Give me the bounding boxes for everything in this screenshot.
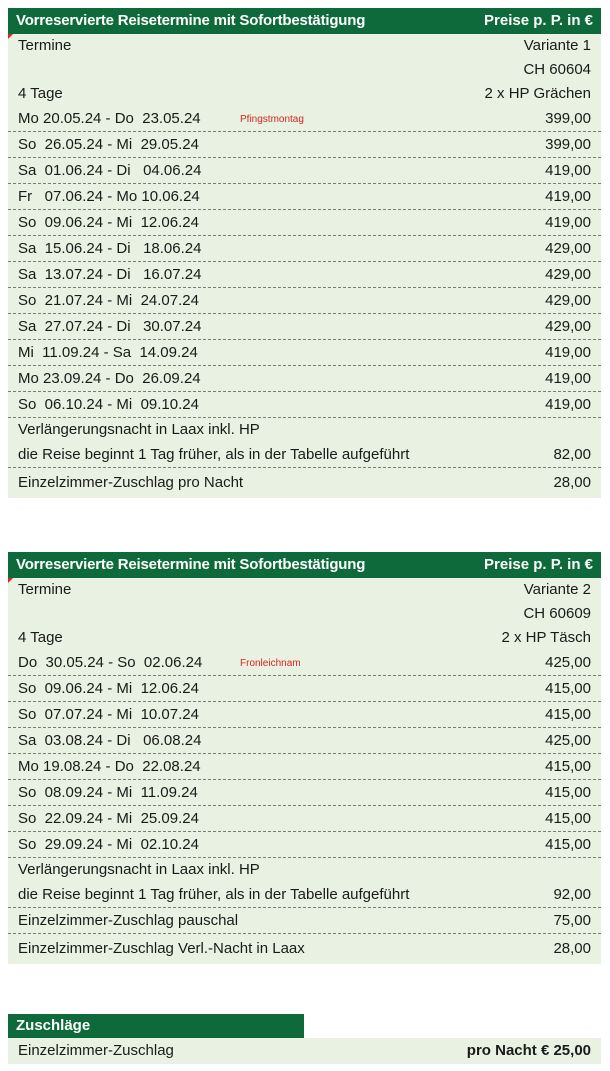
zuschlaege-title: Zuschläge (8, 1014, 304, 1038)
variant-label: Variante 2 (523, 581, 591, 598)
termine-label: Termine (18, 581, 72, 598)
code-row (8, 602, 601, 626)
code-row (8, 58, 601, 82)
termine-label: Termine (18, 37, 72, 54)
table-row (8, 702, 601, 728)
table-row (8, 392, 601, 418)
extension-label: Verlängerungsnacht in Laax inkl. HP (18, 421, 260, 438)
table-row (8, 650, 601, 676)
price: 429,00 (545, 292, 591, 309)
extension-note: die Reise beginnt 1 Tag früher, als in der Tabelle aufgeführt (18, 886, 410, 903)
price: 419,00 (545, 214, 591, 231)
table-header (8, 8, 601, 34)
variant-code: CH 60609 (523, 605, 591, 622)
table-row (8, 754, 601, 780)
date-range: So 29.09.24 - Mi 02.10.24 (18, 836, 199, 853)
date-range: Sa 01.06.24 - Di 04.06.24 (18, 162, 202, 179)
price: 399,00 (545, 110, 591, 127)
price: 419,00 (545, 396, 591, 413)
price: 399,00 (545, 136, 591, 153)
extension-row-1 (8, 858, 601, 882)
price: 425,00 (545, 732, 591, 749)
date-range: So 07.07.24 - Mi 10.07.24 (18, 706, 199, 723)
zuschlaege-row (8, 1038, 601, 1064)
table-row (8, 262, 601, 288)
date-rows (8, 106, 601, 418)
table-row (8, 210, 601, 236)
single-room-row (8, 468, 601, 498)
price: 429,00 (545, 266, 591, 283)
table-title: Vorreservierte Reisetermine mit Sofortbestätigung (8, 552, 410, 578)
table-row (8, 158, 601, 184)
table-row (8, 314, 601, 340)
price: 429,00 (545, 318, 591, 335)
price: 425,00 (545, 654, 591, 671)
hp-label: 2 x HP Täsch (501, 629, 591, 646)
price: 419,00 (545, 344, 591, 361)
date-range: Do 30.05.24 - So 02.06.24 (18, 654, 203, 671)
table-row (8, 184, 601, 210)
date-range: Sa 13.07.24 - Di 16.07.24 (18, 266, 202, 283)
price: 415,00 (545, 758, 591, 775)
price: 429,00 (545, 240, 591, 257)
price: 415,00 (545, 836, 591, 853)
date-range: Sa 03.08.24 - Di 06.08.24 (18, 732, 202, 749)
date-range: So 21.07.24 - Mi 24.07.24 (18, 292, 199, 309)
date-range: Mo 19.08.24 - Do 22.08.24 (18, 758, 201, 775)
single-room-label: Einzelzimmer-Zuschlag pro Nacht (18, 474, 244, 491)
termine-row (8, 578, 601, 602)
price: 415,00 (545, 810, 591, 827)
table-row (8, 832, 601, 858)
table-row (8, 728, 601, 754)
table-row (8, 340, 601, 366)
extension-price: 82,00 (553, 446, 591, 463)
single-room-pauschal-price: 75,00 (553, 912, 591, 929)
date-rows (8, 650, 601, 858)
price: 419,00 (545, 188, 591, 205)
date-range: So 26.05.24 - Mi 29.05.24 (18, 136, 199, 153)
days-label: 4 Tage (18, 85, 63, 102)
extension-price: 92,00 (553, 886, 591, 903)
date-range: Mi 11.09.24 - Sa 14.09.24 (18, 344, 198, 361)
zuschlag-price: pro Nacht € 25,00 (466, 1042, 591, 1059)
extension-note: die Reise beginnt 1 Tag früher, als in der Tabelle aufgeführt (18, 446, 410, 463)
price: 419,00 (545, 370, 591, 387)
table-row (8, 806, 601, 832)
table-row (8, 106, 601, 132)
price: 419,00 (545, 162, 591, 179)
days-row (8, 82, 601, 106)
extension-row-2 (8, 882, 601, 908)
termine-row (8, 34, 601, 58)
extension-row-1 (8, 418, 601, 442)
days-row (8, 626, 601, 650)
single-room-ext-label: Einzelzimmer-Zuschlag Verl.-Nacht in Laax (18, 940, 305, 957)
holiday-note: Fronleichnam (240, 658, 301, 669)
date-range: So 09.06.24 - Mi 12.06.24 (18, 680, 199, 697)
hp-label: 2 x HP Grächen (484, 85, 591, 102)
date-range: Mo 20.05.24 - Do 23.05.24 (18, 110, 201, 127)
date-range: Sa 27.07.24 - Di 30.07.24 (18, 318, 202, 335)
date-range: So 08.09.24 - Mi 11.09.24 (18, 784, 198, 801)
table-row (8, 676, 601, 702)
variant-label: Variante 1 (523, 37, 591, 54)
table-title: Vorreservierte Reisetermine mit Sofortbestätigung (8, 8, 410, 34)
single-room-price: 28,00 (553, 474, 591, 491)
table-row (8, 236, 601, 262)
single-room-pauschal-row (8, 908, 601, 934)
single-room-ext-row (8, 934, 601, 964)
variant-code: CH 60604 (523, 61, 591, 78)
price: 415,00 (545, 784, 591, 801)
table-row (8, 780, 601, 806)
date-range: Fr 07.06.24 - Mo 10.06.24 (18, 188, 200, 205)
single-room-ext-price: 28,00 (553, 940, 591, 957)
date-range: So 06.10.24 - Mi 09.10.24 (18, 396, 199, 413)
price-header: Preise p. P. in € (410, 8, 601, 34)
price-table-1 (8, 8, 601, 498)
date-range: Sa 15.06.24 - Di 18.06.24 (18, 240, 202, 257)
date-range: So 22.09.24 - Mi 25.09.24 (18, 810, 199, 827)
table-row (8, 288, 601, 314)
price-header: Preise p. P. in € (410, 552, 601, 578)
holiday-note: Pfingstmontag (240, 114, 304, 125)
extension-label: Verlängerungsnacht in Laax inkl. HP (18, 861, 260, 878)
date-range: Mo 23.09.24 - Do 26.09.24 (18, 370, 201, 387)
table-header (8, 552, 601, 578)
table-row (8, 366, 601, 392)
price: 415,00 (545, 680, 591, 697)
extension-row-2 (8, 442, 601, 468)
price-table-2 (8, 552, 601, 964)
price: 415,00 (545, 706, 591, 723)
date-range: So 09.06.24 - Mi 12.06.24 (18, 214, 199, 231)
zuschlag-label: Einzelzimmer-Zuschlag (18, 1042, 174, 1059)
days-label: 4 Tage (18, 629, 63, 646)
single-room-pauschal-label: Einzelzimmer-Zuschlag pauschal (18, 912, 239, 929)
table-row (8, 132, 601, 158)
